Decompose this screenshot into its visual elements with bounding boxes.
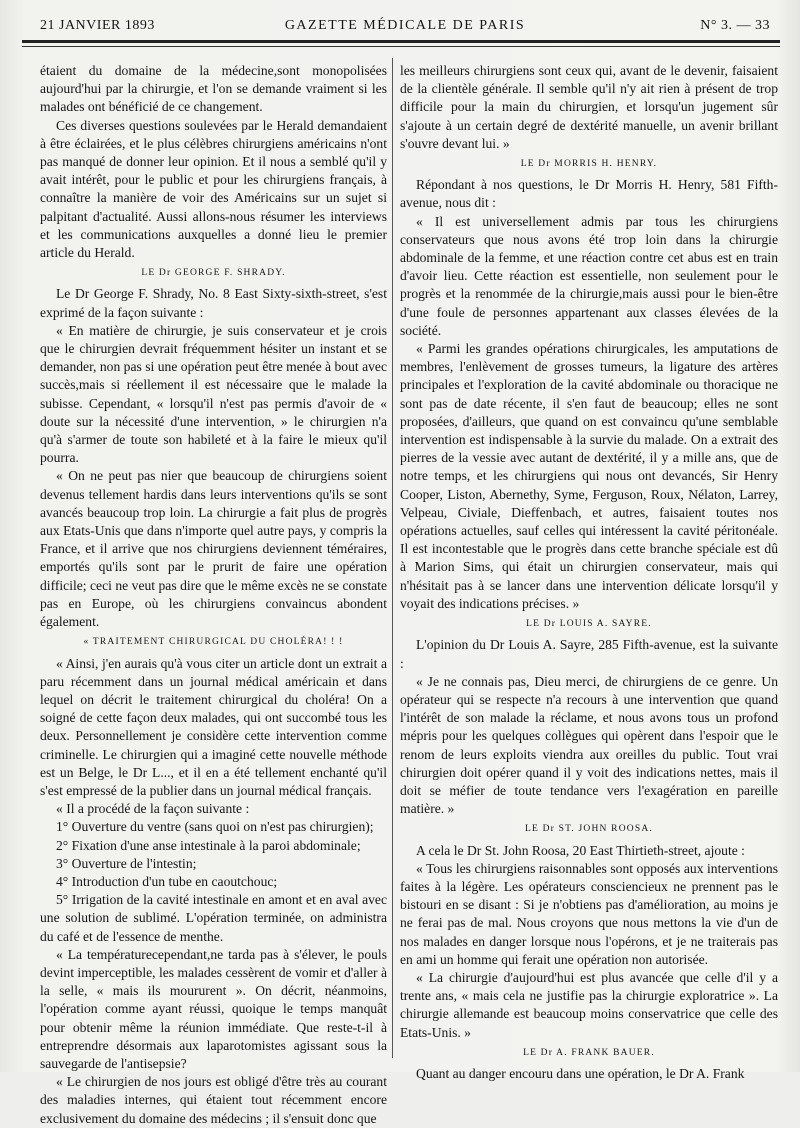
header-rule-thin (22, 46, 780, 47)
paragraph: « On ne peut pas nier que beaucoup de chirurgiens soient devenus tellement hardis dans leurs interventions qu'ils se sont avancés beaucoup trop loin. La chirurgie a fait plus de progrès aux Etats-Unis que dans n'importe quel autre pays, y compris la France, et il arrive que nos chirurgiens deviennent téméraires, emportés qu'ils sont par le prurit de faire une opération difficile; ceci ne veut pas dire que le même excès ne se constate pas en Europe, où les chirurgiens convaincus abondent également. (40, 468, 387, 630)
paragraph: Ces diverses questions soulevées par le Herald demandaient à être éclairées, et le plus célèbres chirurgiens américains n'ont pas manqué de donner leur opinion. Et il nous a semblé qu'il y avait intérêt, pour le public et pour les chirurgiens français, à connaître la manière de voir des Américains sur un sujet si palpitant d'actualité. Aussi allons-nous résumer les interviews et les communications auxquelles a donné lieu le premier article du Herald. (40, 117, 387, 261)
paragraph: « Je ne connais pas, Dieu merci, de chirurgiens de ce genre. Un opérateur qui se respecte n'a recours à une intervention que quand l'intérêt de son malade la réclame, et nous avons tous un profond mépris pour les quelques collègues qui opèrent dans l'espoir que le renom de leurs exploits viendra aux oreilles du public. Tout vrai chirurgien doit opérer quand il y voit des indications nettes, mais il doit se méfier de toute tendance vers l'exagération en pareille matière. » (400, 673, 778, 817)
journal-title: GAZETTE MÉDICALE DE PARIS (284, 18, 526, 33)
paragraph: A cela le Dr St. John Roosa, 20 East Thirtieth-street, ajoute : (416, 842, 745, 858)
section-heading: LE Dr LOUIS A. SAYRE. (526, 619, 652, 630)
paragraph: « Il est universellement admis par tous les chirurgiens conservateurs que nous avons été trop loin dans la chirurgie abdominale de la femme, et une réaction contre cet abus est en train d'avoir lieu. Cette réaction est essentielle, non seulement pour le progrès et la renommée de la chirurgie,mais aussi pour le bien-être d'une foule de personnes appartenant aux classes élevées de la société. (400, 213, 778, 338)
paragraph: Répondant à nos questions, le Dr Morris H. Henry, 581 Fifth-avenue, nous dit : (400, 177, 778, 211)
issue-number: N° 3. — 33 (700, 18, 770, 33)
paragraph: « Tous les chirurgiens raisonnables sont opposés aux interventions faites à la légère. Les opérateurs consciencieux ne prennent pas le bistouri en se disant : Si je n'obtiens pas d'amélioration, au moins je ne ferai pas de mal. Nous croyons que nous mettons la vie d'un de nos malades en danger lorsque nous l'opérons, et je ne traiterais pas en ami un homme qui ferait une opération non autorisée. (400, 860, 778, 967)
section-heading: « TRAITEMENT CHIRURGICAL DU CHOLÉRA! ! ! (83, 637, 344, 648)
section-heading: LE Dr MORRIS H. HENRY. (520, 159, 658, 170)
paragraph: « Le chirurgien de nos jours est obligé d'être très au courant des maladies internes, qui étaient tout récemment encore exclusivement du domaine des médecins ; il s'ensuit donc que (40, 1074, 387, 1126)
paragraph: « En matière de chirurgie, je suis conservateur et je crois que le chirurgien devrait fréquemment hésiter un instant et se demander, non pas si une opération peut être menée à bout avec succès,mais si réellement il est nécessaire que le malade la subisse. Cependant, « lorsqu'il n'est pas permis d'avoir de « doute sur la nécessité d'une intervention, » le chirurgien n'a qu'à s'armer de toute son habileté et à la faire le mieux qu'il pourra. (40, 322, 387, 466)
section-heading: LE Dr A. FRANK BAUER. (523, 1047, 655, 1058)
paragraph: « La températurecependant,ne tarda pas à s'élever, le pouls devint imperceptible, les malades cessèrent de vomir et d'aller à la selle, « mais ils moururent ». On décrit, néanmoins, l'opération comme ayant réussi, quoique le temps manquât pour obtenir même la réunion immédiate. Que reste-t-il à entreprendre désormais aux laparotomistes agissant sous la sauvegarde de l'antisepsie? (40, 946, 387, 1071)
paragraph: « Il a procédé de la façon suivante : (56, 801, 250, 817)
paragraph: Quant au danger encouru dans une opération, le Dr A. Frank (416, 1065, 745, 1081)
paragraph: 1° Ouverture du ventre (sans quoi on n'est pas chirurgien); (56, 819, 374, 835)
paragraph: étaient du domaine de la médecine,sont monopolisées aujourd'hui par la chirurgie, et l'on se demande vraiment si les malades ont bénéficié de ce changement. (40, 63, 387, 115)
section-heading: LE Dr GEORGE F. SHRADY. (141, 268, 286, 279)
paragraph: les meilleurs chirurgiens sont ceux qui, avant de le devenir, faisaient de la clientèle générale. Il semble qu'il n'y ait rien à présent de trop difficile pour la main du chirurgien, et lorsqu'un jugement sûr s'ajoute à un certain degré de dextérité manuelle, un avenir brillant s'ouvre devant lui. » (400, 63, 778, 151)
right-column (400, 62, 778, 1083)
paragraph: 4° Introduction d'un tube en caoutchouc; (56, 873, 278, 889)
paragraph: « Parmi les grandes opérations chirurgicales, les amputations de membres, l'enlèvement de grosses tumeurs, la ligature des artères principales et l'exploration de la cavité abdominale ou thoracique ne sont pas de date récente, il s'en faut de beaucoup; elles ne sont proposées, d'ailleurs, que quand on est convaincu qu'une semblable intervention est indispensable à la survie du malade. On a extrait des pierres de la vessie avec autant de dextérité, il y a mille ans, que de notre temps, et les chirurgiens qui nous ont devancés, Sir Henry Cooper, Liston, Abernethy, Syme, Ferguson, Roux, Nélaton, Larrey, Velpeau, Civiale, Dieffenbach, et autres, faisaient toutes nos opérations actuelles, sauf celles qui intéressent la cavité péritonéale. Il est incontestable que le progrès dans cette branche spéciale est dû à Marion Sims, qui était un chirurgien conservateur, mais qui n'hésitait pas à se lancer dans une intervention délicate lorsqu'il y voyait des indications précises. » (400, 341, 778, 611)
issue-date: 21 JANVIER 1893 (40, 18, 155, 33)
paragraph: 2° Fixation d'une anse intestinale à la paroi abdominale; (56, 837, 361, 853)
left-column (40, 62, 387, 1128)
section-heading: LE Dr ST. JOHN ROOSA. (525, 824, 653, 835)
paragraph: 5° Irrigation de la cavité intestinale en amont et en aval avec une solution de sublimé. L'opération terminée, on administra du café et de l'essence de menthe. (40, 892, 387, 944)
paragraph: L'opinion du Dr Louis A. Sayre, 285 Fifth-avenue, est la suivante : (400, 637, 778, 671)
column-divider (392, 58, 393, 1058)
header-rule (22, 40, 780, 43)
paragraph: Le Dr George F. Shrady, No. 8 East Sixty-sixth-street, s'est exprimé de la façon suivante : (40, 286, 387, 320)
paragraph: 3° Ouverture de l'intestin; (56, 855, 197, 871)
paragraph: « La chirurgie d'aujourd'hui est plus avancée que celle d'il y a trente ans, « mais cela ne justifie pas la chirurgie exploratrice ». La chirurgie allemande est beaucoup moins conservatrice que celle des Etats-Unis. » (400, 969, 778, 1040)
paragraph: « Ainsi, j'en aurais qu'à vous citer un article dont un extrait a paru récemment dans un journal médical américain et dans lequel on décrit le traitement chirurgical du choléra! On a soigné de cette façon deux malades, qui ont succombé tous les deux. Personnellement je considère cette intervention comme criminelle. Le chirurgien qui a imaginé cette nouvelle méthode est un Belge, le Dr L..., et il en a été tellement enchanté qu'il s'est empressé de la publier dans un journal médical français. (40, 655, 387, 798)
page-header (40, 14, 770, 36)
